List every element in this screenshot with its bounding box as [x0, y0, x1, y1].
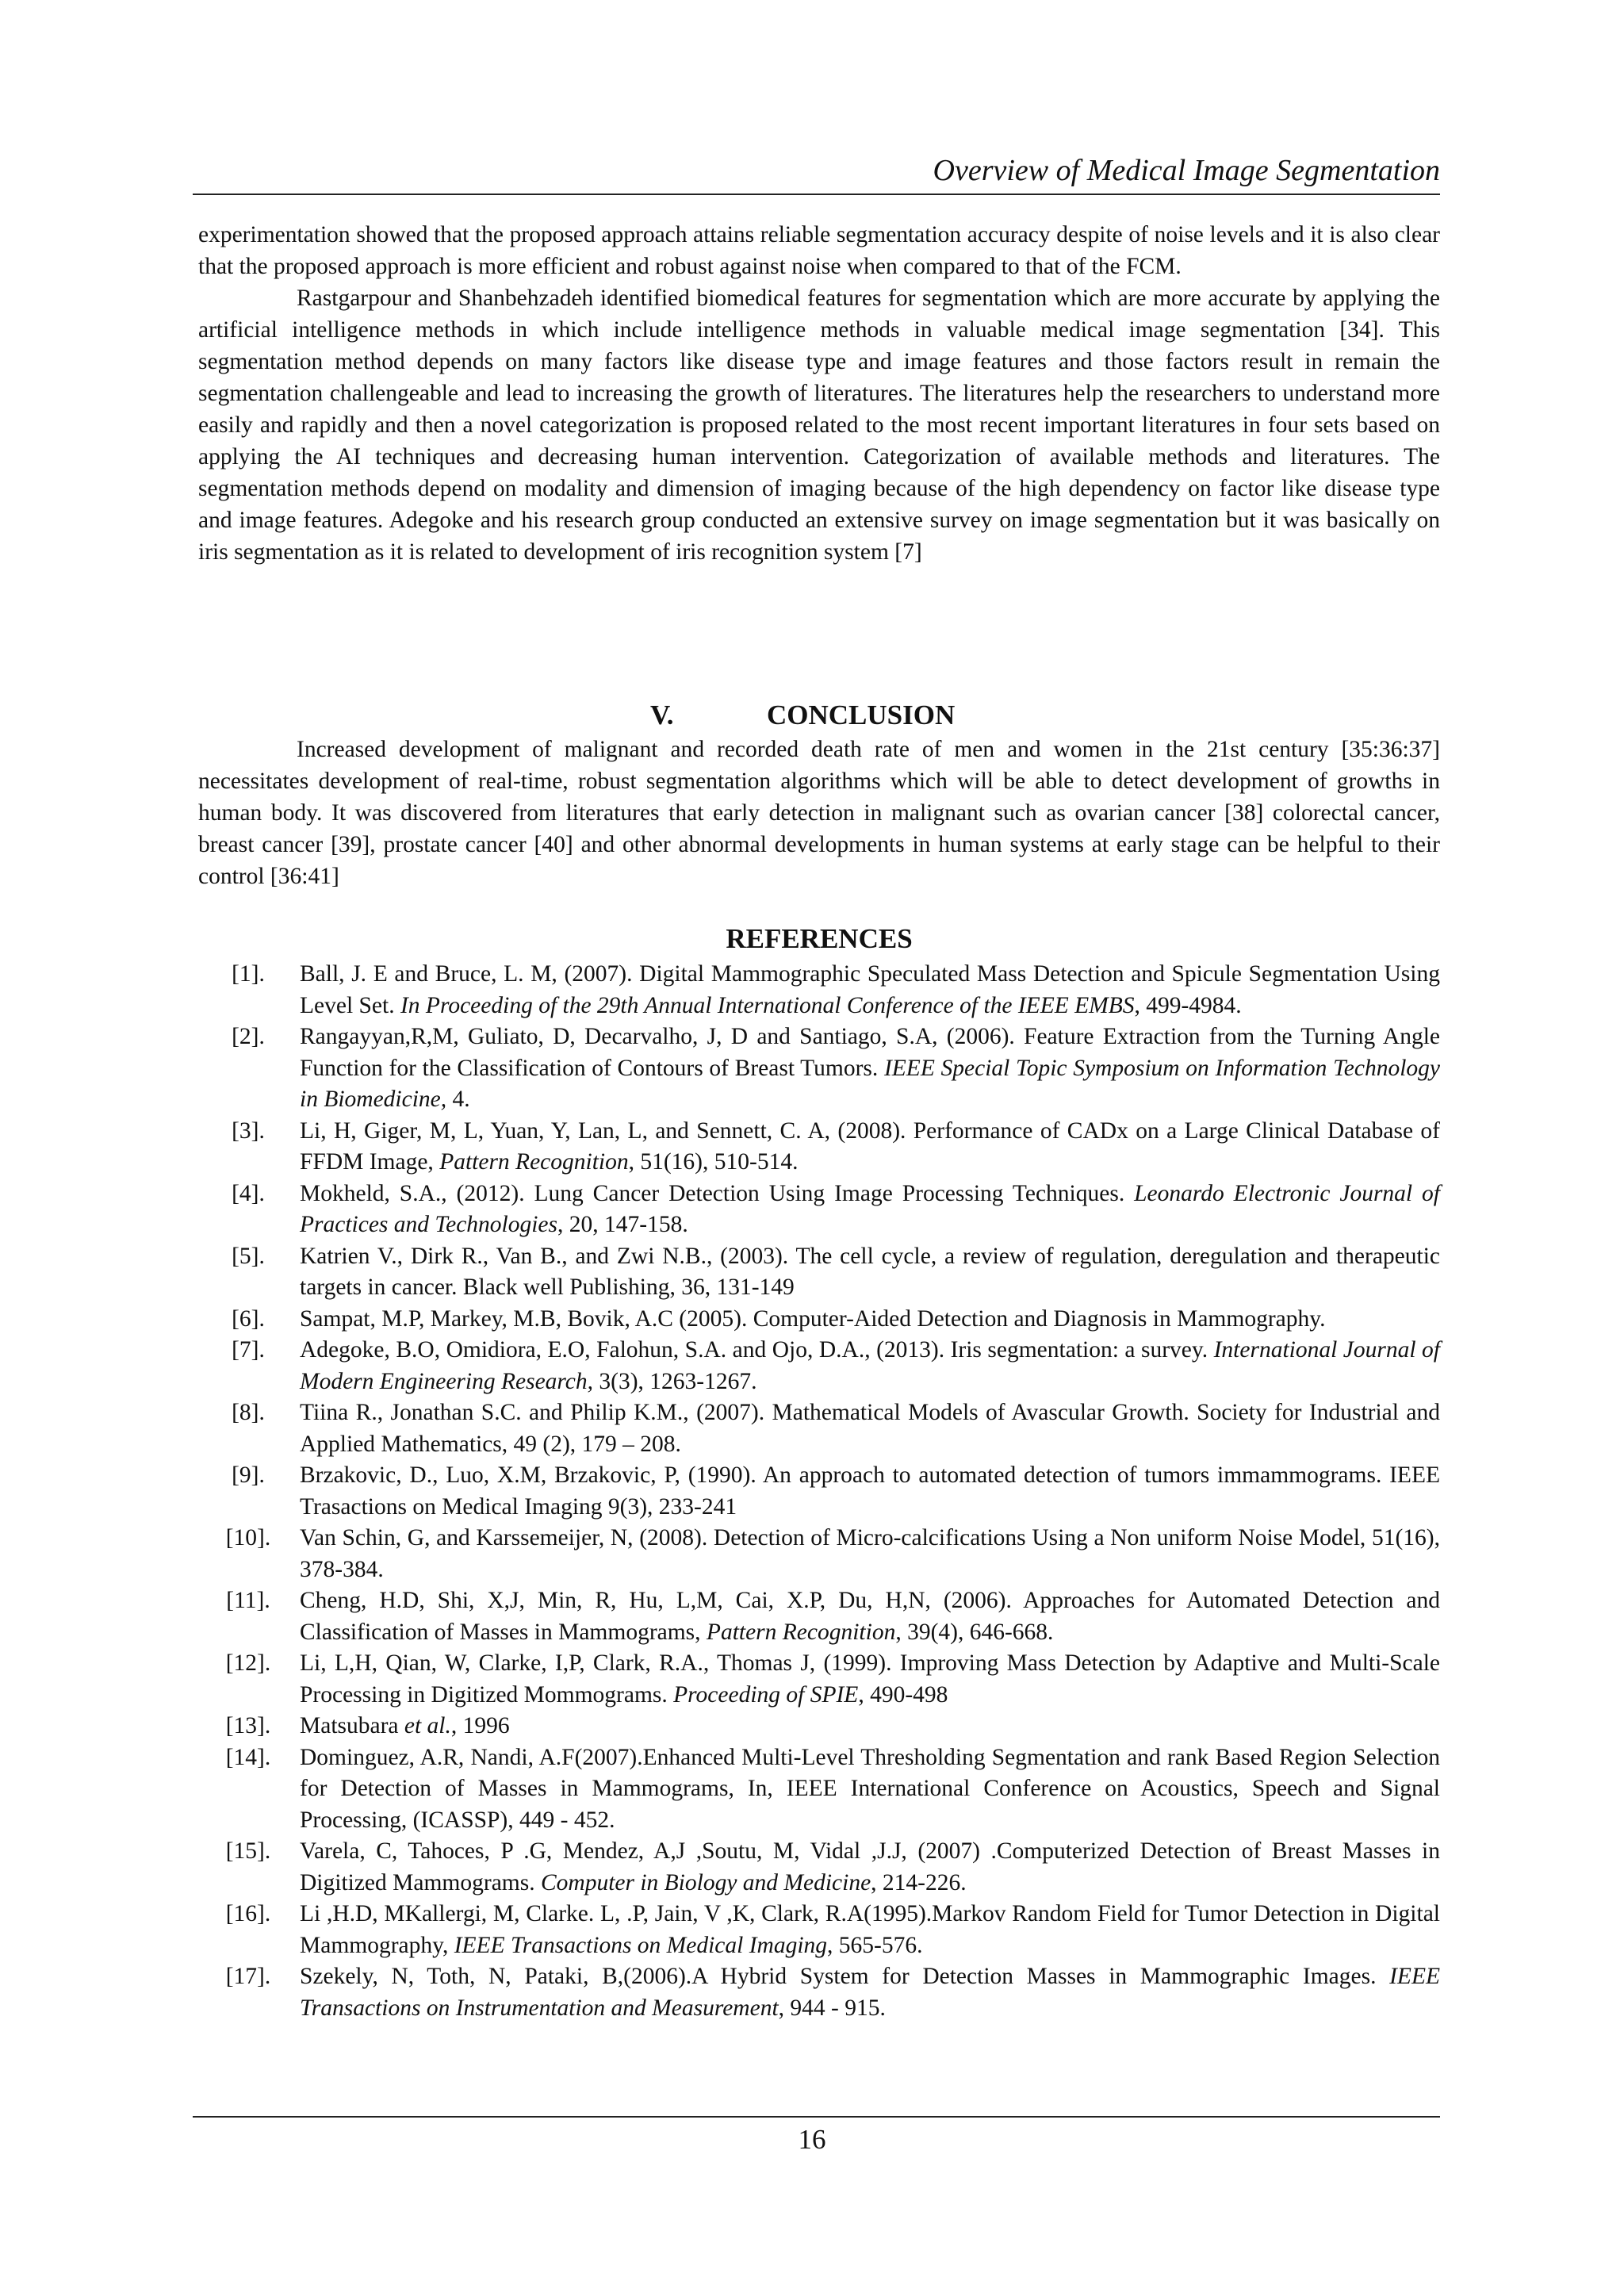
reference-text-part: 4.: [446, 1087, 470, 1112]
reference-text-part: , 51(16), 510-514.: [628, 1149, 799, 1175]
reference-number: [1].: [232, 961, 265, 987]
reference-number: [4].: [232, 1180, 265, 1206]
reference-item: [198, 1241, 1440, 1304]
reference-number: [14].: [225, 1744, 271, 1770]
reference-source: International Journal of Modern Engineering Research,: [300, 1337, 1441, 1394]
reference-number: [8].: [232, 1400, 265, 1425]
reference-text: [300, 1742, 1440, 1837]
conclusion-section: [198, 734, 1440, 892]
reference-text-part: Li ,H.D, MKallergi, M, Clarke. L, .P, Jain, V ,K, Clark, R.A(1995).Markov Random Field for Tumor Detection in Digital Mammography,: [300, 1901, 1440, 1958]
reference-number: [2].: [232, 1024, 265, 1049]
reference-source: et al.: [404, 1713, 451, 1738]
reference-text-part: , 1996: [450, 1713, 510, 1738]
reference-item: [198, 1116, 1440, 1179]
reference-item: [198, 1397, 1440, 1460]
reference-text-part: Szekely, N, Toth, N, Pataki, B,(2006).A Hybrid System for Detection Masses in Mammographic Images.: [300, 1964, 1390, 1989]
reference-number: [7].: [232, 1337, 265, 1363]
reference-number: [11].: [226, 1588, 270, 1613]
paragraph: Increased development of malignant and recorded death rate of men and women in the 21st century [35:36:37] necessitates development of real-time, robust segmentation algorithms which will be able to detect development of growths in human body. It was discovered from literatures that early detection in malignant such as ovarian cancer [38] colorectal cancer, breast cancer [39], prostate cancer [40] and other abnormal developments in human systems at early stage can be helpful to their control [36:41]: [198, 737, 1440, 889]
reference-text: [300, 1961, 1440, 2024]
reference-number: [16].: [225, 1901, 271, 1926]
reference-text-part: Cheng, H.D, Shi, X,J, Min, R, Hu, L,M, Cai, X.P, Du, H,N, (2006). Approaches for Automated Detection and Classification of Masses in Mammograms,: [300, 1588, 1440, 1645]
section-title: CONCLUSION: [767, 700, 956, 730]
reference-number: [17].: [225, 1964, 271, 1989]
reference-text-part: Van Schin, G, and Karssemeijer, N, (2008). Detection of Micro-calcifications Using a Non uniform Noise Model, 51(16), 378-384.: [300, 1525, 1440, 1582]
reference-source: IEEE Transactions on Medical Imaging: [454, 1932, 828, 1958]
reference-text-part: Dominguez, A.R, Nandi, A.F(2007).Enhanced Multi-Level Thresholding Segmentation and rank Based Region Selection for Detection of Masses in Mammograms, In, IEEE International Conference on Acoustics, Speech and Signal Processing, (ICASSP), 449 - 452.: [300, 1744, 1440, 1833]
reference-item: [198, 1460, 1440, 1523]
reference-text: [300, 1648, 1440, 1711]
reference-number: [13].: [225, 1713, 271, 1738]
reference-source: Proceeding of SPIE: [673, 1681, 859, 1708]
reference-source: IEEE Transactions on Instrumentation and Measurement: [300, 1964, 1440, 2021]
reference-item: [198, 1022, 1440, 1116]
reference-text-part: Ball, J. E and Bruce, L. M, (2007). Digital Mammographic Speculated Mass Detection and Spicule Segmentation Using Level Set.: [300, 961, 1440, 1018]
reference-item: [198, 1585, 1440, 1648]
reference-text-part: Li, H, Giger, M, L, Yuan, Y, Lan, L, and Sennett, C. A, (2008). Performance of CADx on a Large Clinical Database of FFDM Image,: [300, 1117, 1440, 1175]
reference-text-part: 3(3), 1263-1267.: [593, 1368, 757, 1394]
reference-text-part: Rangayyan,R,M, Guliato, D, Decarvalho, J, D and Santiago, S.A, (2006). Feature Extraction from the Turning Angle Function for the Classification of Contours of Breast Tumors.: [300, 1024, 1440, 1081]
reference-item: [198, 1648, 1440, 1711]
reference-text-part: , 944 - 915.: [778, 1995, 886, 2021]
reference-text-part: , 490-498: [858, 1681, 948, 1708]
page-number: 16: [798, 2124, 826, 2155]
reference-text-part: Matsubara: [300, 1713, 404, 1738]
reference-text-part: Varela, C, Tahoces, P .G, Mendez, A,J ,Soutu, M, Vidal ,J.J, (2007) .Computerized Detection of Breast Masses in Digitized Mammograms.: [300, 1838, 1440, 1895]
reference-text: [300, 1241, 1440, 1304]
reference-number: [15].: [225, 1838, 271, 1864]
reference-text-part: Sampat, M.P, Markey, M.B, Bovik, A.C (2005). Computer-Aided Detection and Diagnosis in Mammography.: [300, 1305, 1326, 1332]
reference-text: [300, 1899, 1440, 1961]
reference-text: [300, 1836, 1440, 1899]
reference-source: Pattern Recognition: [439, 1149, 629, 1175]
reference-item: [198, 1961, 1440, 2024]
section-number: V.: [650, 700, 674, 730]
reference-text: [300, 1397, 1440, 1460]
reference-item: [198, 1836, 1440, 1899]
reference-number: [6].: [232, 1305, 265, 1332]
reference-text-part: Li, L,H, Qian, W, Clarke, I,P, Clark, R.A., Thomas J, (1999). Improving Mass Detection by Adaptive and Multi-Scale Processing in Digitized Mommograms.: [300, 1650, 1440, 1708]
reference-number: [10].: [225, 1525, 271, 1550]
references-heading: REFERENCES: [726, 923, 913, 954]
reference-source: Leonardo Electronic Journal of Practices and Technologies: [300, 1180, 1440, 1237]
reference-item: [198, 1711, 1440, 1742]
reference-text-part: Katrien V., Dirk R., Van B., and Zwi N.B., (2003). The cell cycle, a review of regulation, deregulation and therapeutic targets in cancer. Black well Publishing, 36, 131-149: [300, 1243, 1440, 1300]
reference-text: [300, 959, 1440, 1022]
reference-text: [300, 1116, 1440, 1179]
reference-text: [300, 1335, 1440, 1397]
reference-text: [300, 1460, 1440, 1523]
reference-text-part: , 565-576.: [827, 1932, 923, 1958]
reference-source: IEEE Special Topic Symposium on Information Technology in Biomedicine,: [300, 1055, 1440, 1112]
reference-source: Pattern Recognition: [706, 1619, 896, 1645]
reference-item: [198, 1523, 1440, 1585]
reference-number: [12].: [225, 1650, 271, 1676]
reference-text-part: Brzakovic, D., Luo, X.M, Brzakovic, P, (1990). An approach to automated detection of tumors immammograms. IEEE Trasactions on Medical Imaging 9(3), 233-241: [300, 1462, 1440, 1520]
reference-text-part: Adegoke, B.O, Omidiora, E.O, Falohun, S.A. and Ojo, D.A., (2013). Iris segmentation: a survey.: [300, 1337, 1214, 1363]
reference-item: [198, 1899, 1440, 1961]
reference-source: Computer in Biology and Medicine: [540, 1869, 871, 1895]
reference-number: [5].: [232, 1243, 265, 1269]
reference-item: [198, 959, 1440, 1022]
running-head: Overview of Medical Image Segmentation: [933, 154, 1440, 187]
reference-item: [198, 1179, 1440, 1241]
reference-list: [198, 959, 1440, 2024]
reference-text: [300, 1585, 1440, 1648]
reference-item: [198, 1335, 1440, 1397]
reference-number: [9].: [232, 1462, 265, 1488]
paragraph: Rastgarpour and Shanbehzadeh identified biomedical features for segmentation which are more accurate by applying the artificial intelligence methods in which include intelligence methods in valuable medical image segmentation [34]. This segmentation method depends on many factors like disease type and image features and those factors result in remain the segmentation challengeable and lead to increasing the growth of literatures. The literatures help the researchers to understand more easily and rapidly and then a novel categorization is proposed related to the most recent important literatures in four sets based on applying the AI techniques and decreasing human intervention. Categorization of available methods and literatures. The segmentation methods depend on modality and dimension of imaging because of the high dependency on factor like disease type and image features. Adegoke and his research group conducted an extensive survey on image segmentation but it was basically on iris segmentation as it is related to development of iris recognition system [7]: [198, 286, 1440, 565]
footer-rule: [193, 2116, 1440, 2118]
reference-item: [198, 1742, 1440, 1837]
intro-section: [198, 219, 1440, 568]
reference-number: [3].: [232, 1117, 265, 1144]
reference-source: In Proceeding of the 29th Annual International Conference of the IEEE EMBS: [400, 992, 1135, 1018]
reference-text-part: , 499-4984.: [1134, 992, 1242, 1018]
reference-text: [300, 1711, 1440, 1742]
reference-text: [300, 1304, 1440, 1336]
reference-text-part: Tiina R., Jonathan S.C. and Philip K.M., (2007). Mathematical Models of Avascular Growth. Society for Industrial and Applied Mathematics, 49 (2), 179 – 208.: [300, 1400, 1440, 1457]
reference-text: [300, 1179, 1440, 1241]
reference-text-part: , 20, 147-158.: [557, 1212, 688, 1237]
reference-text: [300, 1022, 1440, 1116]
header-rule: [193, 194, 1440, 195]
reference-text-part: , 39(4), 646-668.: [895, 1619, 1054, 1645]
reference-text-part: , 214-226.: [871, 1869, 967, 1895]
reference-item: [198, 1304, 1440, 1336]
reference-text-part: Mokheld, S.A., (2012). Lung Cancer Detection Using Image Processing Techniques.: [300, 1180, 1135, 1206]
paragraph: experimentation showed that the proposed approach attains reliable segmentation accuracy despite of noise levels and it is also clear that the proposed approach is more efficient and robust against noise when compared to that of the FCM.: [198, 222, 1440, 279]
reference-text: [300, 1523, 1440, 1585]
